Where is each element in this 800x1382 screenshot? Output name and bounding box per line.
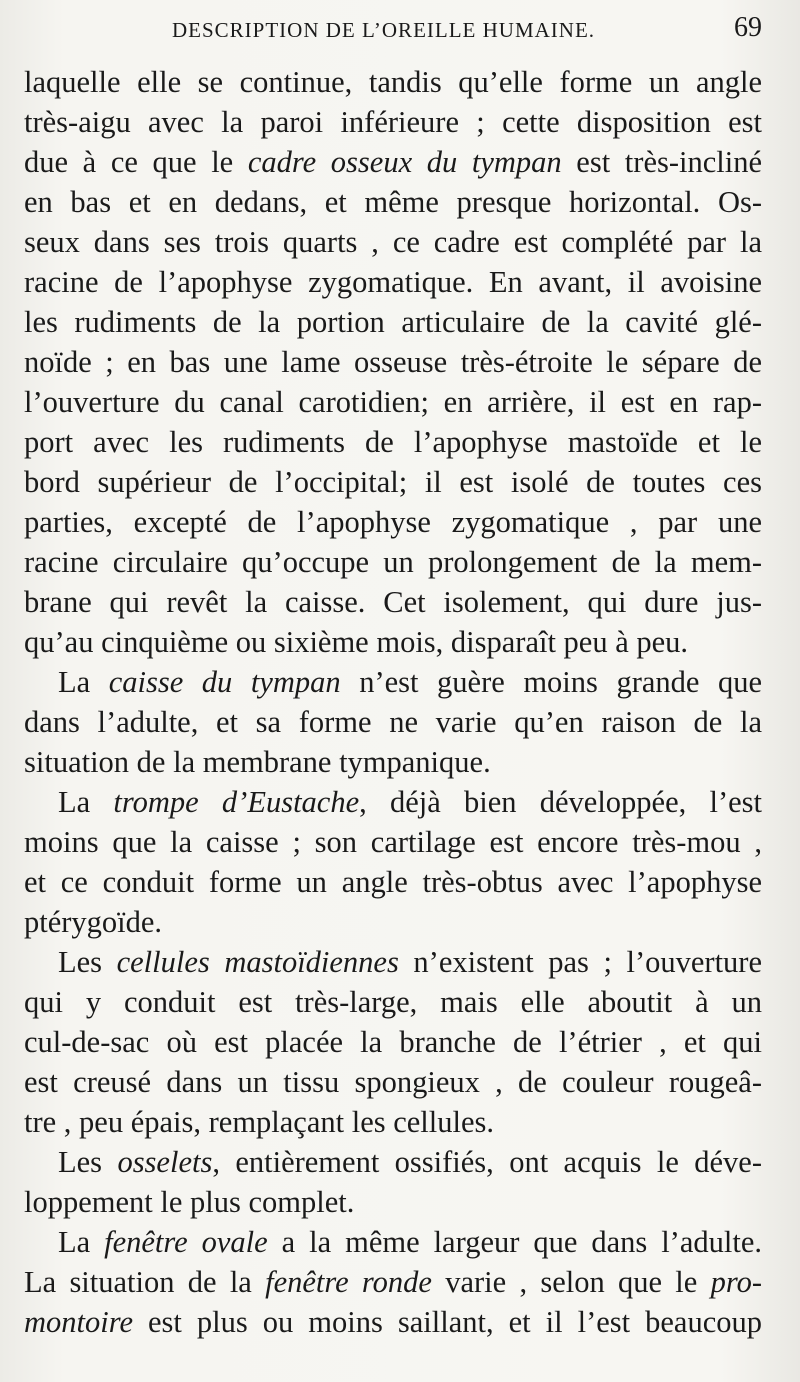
paragraph: [24, 942, 762, 1142]
text-line: dans l’adulte, et sa forme ne varie qu’en raison de la: [24, 705, 762, 739]
italic-term: fenêtre ronde: [265, 1265, 432, 1299]
italic-term: montoire: [24, 1305, 133, 1339]
text-line: moins que la caisse ; son cartilage est encore très-mou ,: [24, 825, 762, 859]
italic-term: trompe d’Eustache: [113, 785, 360, 819]
text-line: cul-de-sac où est placée la branche de l’étrier , et qui: [24, 1025, 762, 1059]
italic-term: osselets: [117, 1145, 213, 1179]
page-number: 69: [734, 12, 762, 43]
paragraph: [24, 1222, 762, 1342]
text-line: due à ce que le cadre osseux du tympan est très-incliné: [24, 145, 763, 179]
text-line: racine circulaire qu’occupe un prolongement de la mem-: [24, 545, 762, 579]
text-line: qu’au cinquième ou sixième mois, disparaît peu à peu.: [24, 625, 689, 659]
text-line: noïde ; en bas une lame osseuse très-étroite le sépare de: [24, 345, 762, 379]
paragraph: [24, 662, 762, 782]
text-line: les rudiments de la portion articulaire de la cavité glé-: [24, 305, 762, 339]
text-line: port avec les rudiments de l’apophyse mastoïde et le: [24, 425, 762, 459]
text-line: très-aigu avec la paroi inférieure ; cette disposition est: [24, 105, 762, 139]
text-line: brane qui revêt la caisse. Cet isolement, qui dure jus-: [24, 585, 762, 619]
text-line: La fenêtre ovale a la même largeur que dans l’adulte.: [58, 1225, 762, 1259]
text-line: qui y conduit est très-large, mais elle aboutit à un: [24, 985, 762, 1019]
text-line: La situation de la fenêtre ronde varie , selon que le pro-: [24, 1265, 762, 1299]
italic-term: pro-: [710, 1265, 762, 1299]
text-line: ptérygoïde.: [24, 905, 163, 939]
paragraph: [24, 62, 762, 662]
text-line: seux dans ses trois quarts , ce cadre est complété par la: [24, 225, 762, 259]
text-line: parties, excepté de l’apophyse zygomatique , par une: [24, 505, 762, 539]
text-line: La caisse du tympan n’est guère moins grande que: [58, 665, 763, 699]
text-line: montoire est plus ou moins saillant, et il l’est beaucoup: [24, 1305, 762, 1339]
text-line: bord supérieur de l’occipital; il est isolé de toutes ces: [24, 465, 762, 499]
paragraph: [24, 782, 762, 942]
text-line: en bas et en dedans, et même presque horizontal. Os-: [24, 185, 762, 219]
text-line: La trompe d’Eustache, déjà bien développée, l’est: [58, 785, 762, 819]
text-line: est creusé dans un tissu spongieux , de couleur rougeâ-: [24, 1065, 762, 1099]
text-line: et ce conduit forme un angle très-obtus avec l’apophyse: [24, 865, 762, 899]
running-title: DESCRIPTION DE L’OREILLE HUMAINE.: [172, 18, 596, 42]
italic-term: fenêtre ovale: [104, 1225, 268, 1259]
text-line: tre , peu épais, remplaçant les cellules.: [24, 1105, 495, 1139]
italic-term: cellules mastoïdiennes: [116, 945, 399, 979]
text-line: laquelle elle se continue, tandis qu’elle forme un angle: [24, 65, 762, 99]
text-line: loppement le plus complet.: [24, 1185, 355, 1219]
text-line: Les osselets, entièrement ossifiés, ont acquis le déve-: [58, 1145, 762, 1179]
running-header: [24, 0, 762, 62]
paragraph: [24, 1142, 762, 1222]
italic-term: caisse du tympan: [108, 665, 341, 699]
body-text: [24, 62, 762, 1342]
italic-term: cadre osseux du tympan: [247, 145, 562, 179]
text-line: l’ouverture du canal carotidien; en arrière, il est en rap-: [24, 385, 762, 419]
text-line: Les cellules mastoïdiennes n’existent pas ; l’ouverture: [58, 945, 762, 979]
text-line: racine de l’apophyse zygomatique. En avant, il avoisine: [24, 265, 762, 299]
text-line: situation de la membrane tympanique.: [24, 745, 491, 779]
